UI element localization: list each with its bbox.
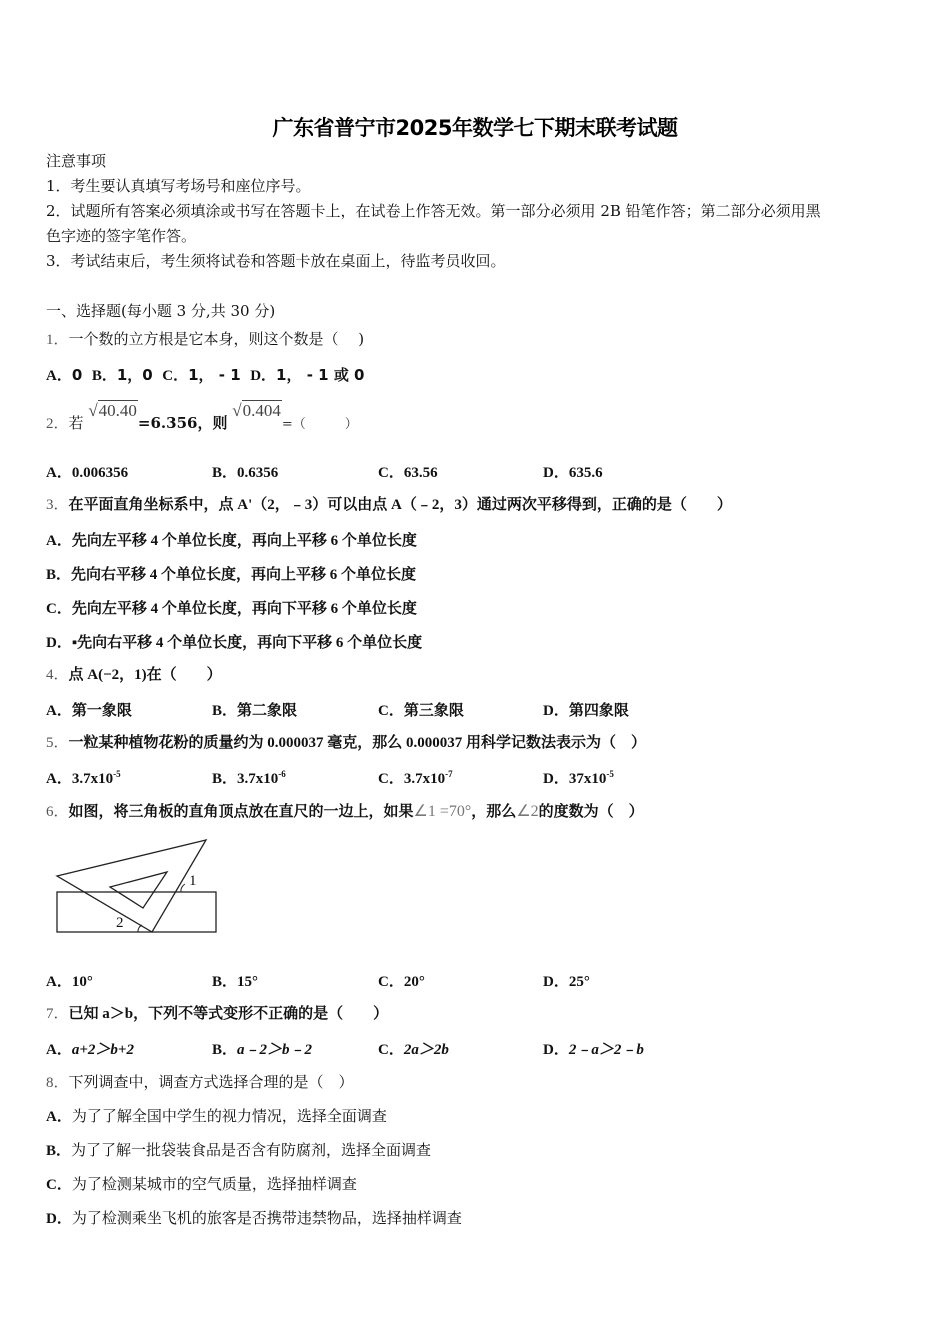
option-text: 20° bbox=[403, 974, 425, 990]
option-label: A． bbox=[46, 771, 72, 787]
option-label: C． bbox=[378, 703, 404, 719]
option-a bbox=[46, 1038, 134, 1059]
question-number: 5． bbox=[46, 735, 69, 751]
option-text: 10° bbox=[71, 974, 93, 990]
option-text: 第三象限 bbox=[403, 703, 464, 719]
question-stem: 一粒某种植物花粉的质量约为 0.000037 毫克，那么 0.000037 用科学记数法表示为（ ） bbox=[68, 735, 647, 751]
angle-1-label: 1 bbox=[189, 873, 197, 889]
question-number: 7． bbox=[46, 1006, 69, 1022]
option-text: 为了了解一批袋装食品是否含有防腐剂，选择全面调查 bbox=[71, 1141, 432, 1159]
question-stem: 点 A(−2，1)在（ ） bbox=[68, 667, 222, 683]
option-label: C． bbox=[378, 465, 404, 481]
option-c-text: 1， - 1 bbox=[188, 366, 241, 384]
option-text: 第二象限 bbox=[237, 703, 298, 719]
option-label: B． bbox=[212, 465, 238, 481]
option-text: 为了了解全国中学生的视力情况，选择全面调查 bbox=[71, 1107, 387, 1125]
option-label: D． bbox=[543, 1042, 569, 1058]
option-base: 37x10 bbox=[568, 771, 607, 787]
question-6 bbox=[46, 802, 644, 822]
option-text: 先向左平移 4 个单位长度，再向上平移 6 个单位长度 bbox=[71, 533, 417, 549]
option-d bbox=[543, 699, 629, 720]
question-1-options bbox=[46, 365, 364, 386]
option-text: 63.56 bbox=[403, 465, 438, 481]
option-a-label: A． bbox=[46, 368, 72, 384]
radicand: 40.40 bbox=[98, 401, 137, 420]
option-c bbox=[46, 1174, 357, 1195]
section-heading: 一、选择题(每小题 3 分,共 30 分) bbox=[46, 302, 276, 320]
option-text: ▪先向右平移 4 个单位长度，再向下平移 6 个单位长度 bbox=[71, 635, 423, 651]
option-label: C． bbox=[378, 974, 404, 990]
option-b bbox=[212, 767, 286, 788]
option-text: 2a＞2b bbox=[403, 1042, 449, 1058]
question-4 bbox=[46, 665, 222, 685]
option-b bbox=[212, 970, 258, 991]
option-label: A． bbox=[46, 465, 72, 481]
option-c bbox=[378, 699, 464, 720]
question-number: 8． bbox=[46, 1075, 69, 1091]
option-label: A． bbox=[46, 1042, 72, 1058]
option-a bbox=[46, 1106, 387, 1127]
option-text: 为了检测某城市的空气质量，选择抽样调查 bbox=[71, 1175, 357, 1193]
option-base: 3.7x10 bbox=[403, 771, 446, 787]
question-number: 1． bbox=[46, 332, 69, 348]
question-7 bbox=[46, 1004, 388, 1024]
question-stem: 已知 a＞b，下列不等式变形不正确的是（ ） bbox=[68, 1006, 389, 1022]
option-label: C． bbox=[46, 1177, 72, 1193]
option-d-text: 1， - 1 或 0 bbox=[276, 366, 365, 384]
option-exponent: -7 bbox=[445, 769, 453, 779]
question-number: 3． bbox=[46, 497, 69, 513]
option-label: B． bbox=[212, 974, 238, 990]
angle-1-expression: ∠1 =70° bbox=[413, 803, 472, 820]
option-label: A． bbox=[46, 974, 72, 990]
option-text: 15° bbox=[237, 974, 259, 990]
option-label: B． bbox=[212, 703, 238, 719]
question-number: 4． bbox=[46, 667, 69, 683]
option-a bbox=[46, 529, 417, 550]
question-number: 2． bbox=[46, 416, 69, 432]
option-b bbox=[46, 1140, 431, 1161]
option-c bbox=[378, 461, 438, 482]
option-label: C． bbox=[46, 601, 72, 617]
option-label: C． bbox=[378, 771, 404, 787]
option-label: B． bbox=[212, 771, 238, 787]
option-label: C． bbox=[378, 1042, 404, 1058]
notice-item-1: 1．考生要认真填写考场号和座位序号。 bbox=[46, 177, 311, 195]
question-stem: 一个数的立方根是它本身，则这个数是（ ) bbox=[68, 330, 365, 348]
option-text: 为了检测乘坐飞机的旅客是否携带违禁物品，选择抽样调查 bbox=[71, 1209, 462, 1227]
question-stem-mid: ，那么 bbox=[471, 804, 517, 820]
option-a-text: 0 bbox=[71, 366, 83, 384]
option-label: A． bbox=[46, 533, 72, 549]
option-d bbox=[543, 461, 603, 482]
option-text: a+2＞b+2 bbox=[71, 1042, 134, 1058]
option-text: 2﹣a＞2﹣b bbox=[568, 1042, 644, 1058]
option-a bbox=[46, 970, 93, 991]
option-label: D． bbox=[543, 703, 569, 719]
question-2 bbox=[46, 401, 358, 435]
option-b-label: B． bbox=[91, 368, 117, 384]
option-text: 635.6 bbox=[568, 465, 603, 481]
option-b-text: 1，0 bbox=[116, 366, 153, 384]
question-number: 6． bbox=[46, 804, 69, 820]
option-d bbox=[46, 631, 422, 652]
option-exponent: -6 bbox=[278, 769, 286, 779]
option-label: A． bbox=[46, 703, 72, 719]
notice-item-2: 2．试题所有答案必须填涂或书写在答题卡上，在试卷上作答无效。第一部分必须用 2B 铅笔作答；第二部分必须用黑 bbox=[46, 202, 821, 220]
option-label: D． bbox=[543, 974, 569, 990]
option-text: 先向左平移 4 个单位长度，再向下平移 6 个单位长度 bbox=[71, 601, 417, 617]
option-label: A． bbox=[46, 1109, 72, 1125]
option-c bbox=[378, 1038, 449, 1059]
question-stem-pre: 如图，将三角板的直角顶点放在直尺的一边上，如果 bbox=[68, 804, 414, 820]
option-b bbox=[46, 563, 416, 584]
sqrt-expression-1: √40.40 bbox=[88, 401, 137, 420]
option-text: 先向右平移 4 个单位长度，再向上平移 6 个单位长度 bbox=[71, 567, 417, 583]
option-a bbox=[46, 767, 121, 788]
option-b bbox=[212, 461, 278, 482]
option-d bbox=[543, 970, 590, 991]
option-exponent: -5 bbox=[606, 769, 614, 779]
option-text: 0.6356 bbox=[237, 465, 279, 481]
option-label: D． bbox=[543, 465, 569, 481]
question-stem: 在平面直角坐标系中，点 A'（2，﹣3）可以由点 A（﹣2，3）通过两次平移得到，正确的是（ ） bbox=[68, 497, 732, 513]
question-1 bbox=[46, 329, 364, 350]
option-c bbox=[378, 970, 425, 991]
triangle-ruler-figure bbox=[45, 830, 235, 949]
question-3 bbox=[46, 495, 732, 515]
option-label: B． bbox=[46, 567, 72, 583]
option-base: 3.7x10 bbox=[237, 771, 279, 787]
notice-item-3: 3．考试结束后，考生须将试卷和答题卡放在桌面上，待监考员收回。 bbox=[46, 252, 506, 270]
radicand: 0.404 bbox=[242, 401, 281, 420]
option-d bbox=[46, 1208, 462, 1229]
option-base: 3.7x10 bbox=[71, 771, 114, 787]
option-text: 第一象限 bbox=[71, 703, 132, 719]
option-c bbox=[46, 597, 417, 618]
option-d-label: D． bbox=[250, 368, 277, 384]
option-label: D． bbox=[46, 635, 72, 651]
option-label: B． bbox=[46, 1143, 72, 1159]
question-stem-pre: 若 bbox=[68, 414, 84, 432]
question-stem-mid: =6.356，则 bbox=[137, 414, 228, 432]
question-8 bbox=[46, 1072, 354, 1093]
option-c-label: C． bbox=[162, 368, 189, 384]
option-label: D． bbox=[46, 1211, 72, 1227]
option-exponent: -5 bbox=[113, 769, 121, 779]
option-d bbox=[543, 1038, 644, 1059]
option-b bbox=[212, 699, 297, 720]
angle-2-label: 2 bbox=[116, 915, 124, 931]
angle-2-expression: ∠2 bbox=[516, 803, 539, 820]
exam-title: 广东省普宁市2025年数学七下期末联考试题 bbox=[272, 116, 678, 140]
sqrt-expression-2: √0.404 bbox=[232, 401, 281, 420]
option-b bbox=[212, 1038, 312, 1059]
option-text: a﹣2＞b﹣2 bbox=[237, 1042, 313, 1058]
question-5 bbox=[46, 733, 646, 753]
option-c bbox=[378, 767, 453, 788]
notice-heading: 注意事项 bbox=[46, 152, 107, 170]
option-a bbox=[46, 699, 132, 720]
option-text: 第四象限 bbox=[568, 703, 629, 719]
question-stem: 下列调查中，调查方式选择合理的是（ ） bbox=[68, 1073, 354, 1091]
question-stem-post: 的度数为（ ） bbox=[538, 804, 644, 820]
option-label: B． bbox=[212, 1042, 238, 1058]
option-text: 25° bbox=[568, 974, 590, 990]
notice-item-2-cont: 色字迹的签字笔作答。 bbox=[46, 227, 197, 245]
option-d bbox=[543, 767, 614, 788]
option-text: 0.006356 bbox=[71, 465, 129, 481]
question-stem-post: =（ ） bbox=[281, 417, 358, 432]
option-label: D． bbox=[543, 771, 569, 787]
option-a bbox=[46, 461, 128, 482]
